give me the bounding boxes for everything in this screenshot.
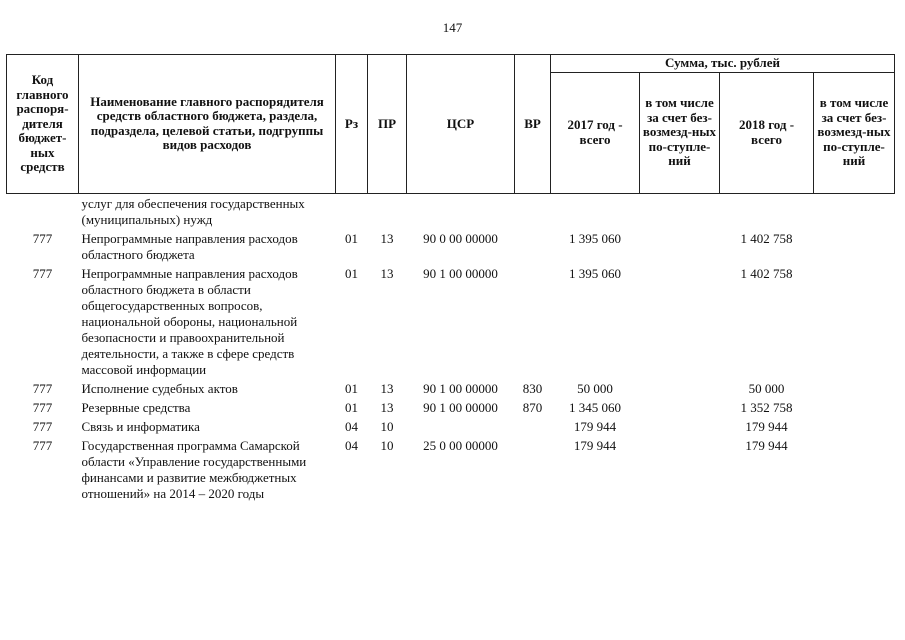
cell-pr: 13: [380, 230, 394, 246]
cell-total-2018: 1 352 758: [740, 399, 793, 415]
cell-incl-2018: [814, 229, 895, 264]
cell-csr: 90 1 00 00000: [423, 265, 498, 281]
cell-vr: [515, 264, 551, 379]
table-body: [7, 193, 895, 503]
cell-total-2017: 179 944: [573, 418, 617, 434]
cell-rz: 04: [345, 418, 358, 434]
cell-name: Непрограммные направления расходов областного бюджета: [81, 230, 298, 262]
header-code: Код главного распоря-дителя бюджет-ных средств: [7, 55, 79, 194]
cell-csr: [407, 193, 515, 229]
cell-rz: 01: [345, 230, 358, 246]
cell-incl-2017: [640, 193, 720, 229]
cell-incl-2018: [814, 264, 895, 379]
header-sum-group: Сумма, тыс. рублей: [551, 55, 895, 73]
cell-name: Государственная программа Самарской области «Управление государственными финансами и развитие межбюджетных отношений» на 2014 – 2020 годы: [81, 437, 307, 501]
cell-csr: 25 0 00 00000: [423, 437, 498, 453]
cell-incl-2018: [814, 436, 895, 503]
table-row: [7, 398, 895, 417]
table-row: [7, 229, 895, 264]
cell-incl-2018: [814, 417, 895, 436]
cell-incl-2018: [814, 379, 895, 398]
cell-code: 777: [32, 418, 53, 434]
cell-incl-2017: [640, 398, 720, 417]
cell-total-2017: 50 000: [577, 380, 613, 396]
cell-total-2018: 50 000: [748, 380, 785, 396]
header-vr: ВР: [515, 55, 551, 194]
cell-code: [7, 193, 79, 229]
header-incl-2018: в том числе за счет без-возмезд-ных по-ступле-ний: [814, 72, 895, 193]
cell-total-2018: 179 944: [745, 437, 788, 453]
cell-rz: 01: [345, 380, 358, 396]
header-csr: ЦСР: [407, 55, 515, 194]
cell-rz: 01: [345, 399, 358, 415]
table-header: [7, 55, 895, 194]
cell-incl-2017: [640, 264, 720, 379]
cell-total-2017: 1 395 060: [569, 230, 621, 246]
table-row: [7, 264, 895, 379]
cell-incl-2017: [640, 229, 720, 264]
cell-vr: 870: [522, 399, 543, 415]
cell-csr: [407, 417, 515, 436]
cell-name: Непрограммные направления расходов областного бюджета в области общегосударственных вопросов, национальной обороны, национальной безопасности и правоохранительной деятельности, а также в сфере средств массовой информации: [81, 265, 298, 377]
cell-name: услуг для обеспечения государственных (муниципальных) нужд: [81, 195, 305, 227]
cell-code: 777: [32, 399, 53, 415]
cell-pr: 10: [380, 418, 394, 434]
cell-total-2017: 1 345 060: [569, 399, 621, 415]
cell-code: 777: [32, 230, 53, 246]
cell-name: Связь и информатика: [81, 418, 200, 434]
budget-table: [6, 54, 895, 503]
cell-pr: 13: [380, 265, 394, 281]
cell-total-2017: 179 944: [573, 437, 617, 453]
cell-rz: 04: [345, 437, 358, 453]
cell-rz: 01: [345, 265, 358, 281]
cell-total-2017: 1 395 060: [569, 265, 621, 281]
cell-total-2018: [720, 193, 814, 229]
table-row: [7, 193, 895, 229]
cell-incl-2017: [640, 417, 720, 436]
header-total-2017: 2017 год - всего: [551, 72, 640, 193]
header-rz: Рз: [336, 55, 368, 194]
page-number: 147: [442, 20, 463, 35]
cell-vr: [515, 436, 551, 503]
cell-pr: 10: [380, 437, 394, 453]
table-row: [7, 417, 895, 436]
cell-pr: 13: [380, 399, 394, 415]
cell-total-2017: [551, 193, 640, 229]
cell-total-2018: 179 944: [745, 418, 788, 434]
cell-vr: [515, 193, 551, 229]
cell-name: Исполнение судебных актов: [81, 380, 238, 396]
header-name: Наименование главного распорядителя средств областного бюджета, раздела, подраздела, целевой статьи, подгруппы видов расходов: [79, 55, 336, 194]
table-row: [7, 436, 895, 503]
cell-rz: [336, 193, 368, 229]
header-incl-2017: в том числе за счет без-возмезд-ных по-ступле-ний: [640, 72, 720, 193]
cell-code: 777: [32, 380, 53, 396]
cell-total-2018: 1 402 758: [740, 230, 793, 246]
cell-code: 777: [32, 265, 53, 281]
cell-csr: 90 0 00 00000: [423, 230, 498, 246]
cell-vr: 830: [522, 380, 543, 396]
cell-incl-2018: [814, 193, 895, 229]
cell-incl-2017: [640, 436, 720, 503]
cell-incl-2017: [640, 379, 720, 398]
cell-pr: [368, 193, 407, 229]
header-pr: ПР: [368, 55, 407, 194]
cell-csr: 90 1 00 00000: [423, 399, 498, 415]
cell-total-2018: 1 402 758: [740, 265, 793, 281]
cell-vr: [515, 417, 551, 436]
cell-vr: [515, 229, 551, 264]
cell-code: 777: [32, 437, 53, 453]
cell-incl-2018: [814, 398, 895, 417]
cell-pr: 13: [380, 380, 394, 396]
cell-name: Резервные средства: [81, 399, 191, 415]
header-total-2018: 2018 год - всего: [720, 72, 814, 193]
table-row: [7, 379, 895, 398]
cell-csr: 90 1 00 00000: [423, 380, 498, 396]
